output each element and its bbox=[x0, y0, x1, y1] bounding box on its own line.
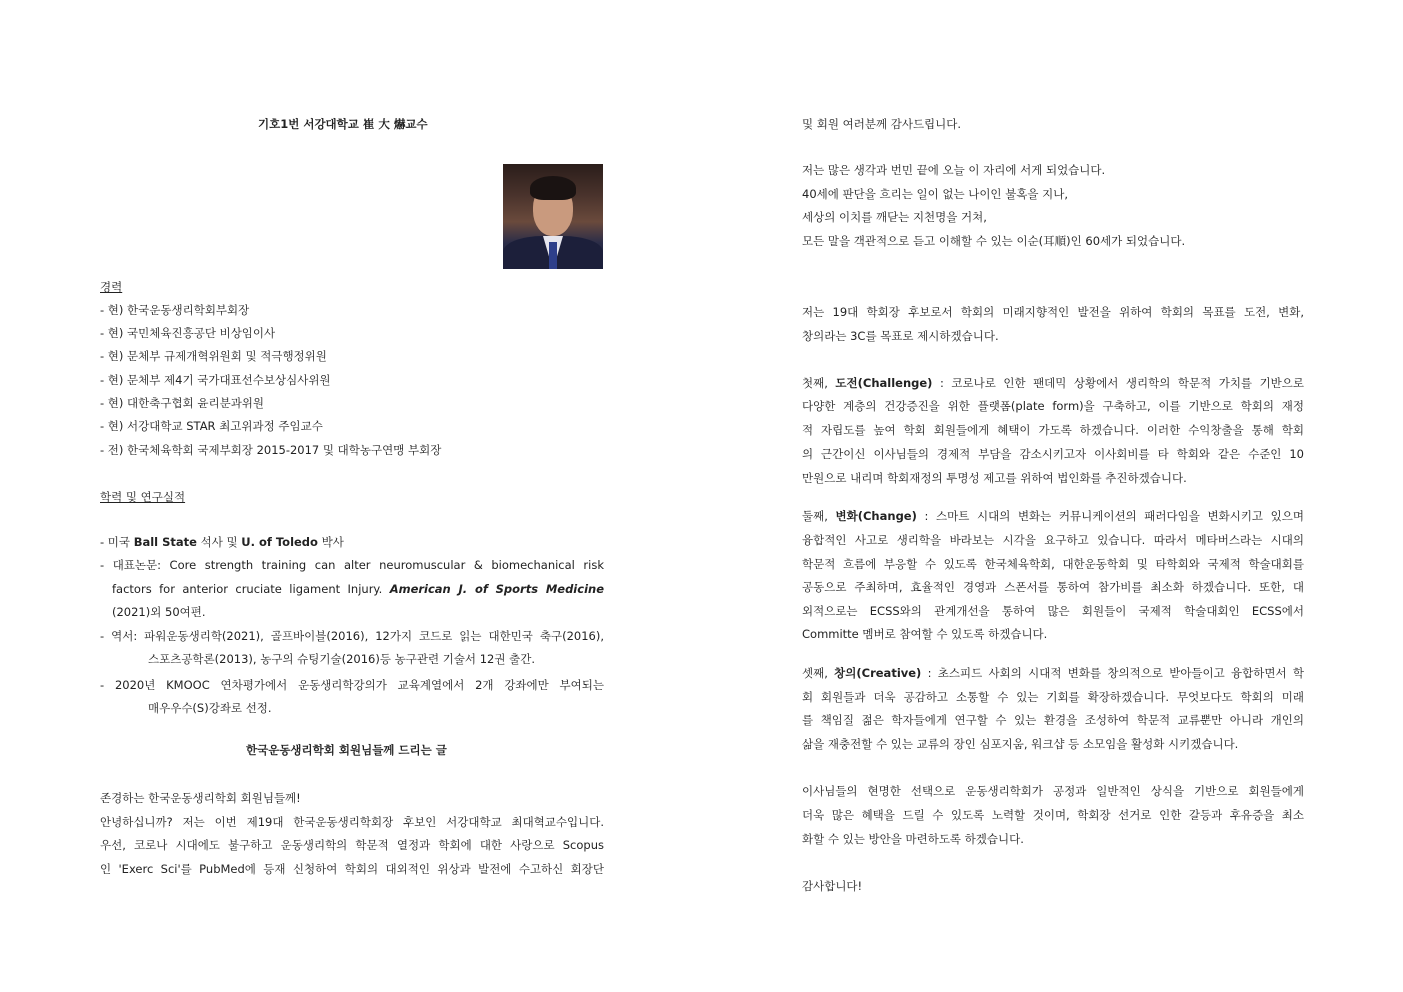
challenge-line: 적 자립도를 높여 학회 회원들에게 혜택이 가도록 하겠습니다. 이러한 수익창출을 통해 학회 bbox=[802, 423, 1304, 437]
creative-line: 를 책임질 젊은 학자들에게 연구할 수 있는 환경을 조성하여 학문적 교류뿐만 아니라 개인의 bbox=[802, 713, 1304, 727]
thanks-line: 감사합니다! bbox=[802, 879, 863, 893]
degree-mid: 석사 및 bbox=[196, 535, 242, 549]
career-item: - 현) 한국운동생리학회부회장 bbox=[100, 303, 250, 317]
paper-line-3: (2021)외 50여편. bbox=[112, 605, 206, 619]
change-text: : 스마트 시대의 변화는 커뮤니케이션의 패러다임을 변화시키고 있으며 bbox=[916, 509, 1304, 523]
letter-line: 인 'Exerc Sci'를 PubMed에 등재 신청하여 학회의 대외적인 위상과 발전에 수고하신 회장단 bbox=[100, 862, 604, 876]
change-prefix: 둘째, bbox=[802, 509, 836, 523]
challenge-text: : 코로나로 인한 팬데믹 상황에서 생리학의 학문적 가치를 기반으로 bbox=[932, 376, 1304, 390]
translation-line-1: - 역서: 파워운동생리학(2021), 골프바이블(2016), 12가지 코드로 읽는 대한민국 축구(2016), bbox=[100, 629, 604, 643]
career-item: - 현) 국민체육진흥공단 비상임이사 bbox=[100, 326, 276, 340]
creative-line bbox=[802, 665, 1304, 681]
letter-line: 우선, 코로나 시대에도 불구하고 운동생리학의 학문적 열정과 학회에 대한 사랑으로 Scopus bbox=[100, 838, 604, 852]
letter-line: 존경하는 한국운동생리학회 회원님들께! bbox=[100, 791, 301, 805]
challenge-line: 다양한 계층의 건강증진을 위한 플랫폼(plate form)을 구축하고, 이를 기반으로 학회의 재정 bbox=[802, 399, 1304, 413]
career-item: - 현) 문체부 규제개혁위원회 및 적극행정위원 bbox=[100, 349, 327, 363]
challenge-label: 도전(Challenge) bbox=[835, 376, 933, 390]
creative-text: : 초스피드 사회의 시대적 변화를 창의적으로 받아들이고 융합하면서 학 bbox=[921, 666, 1304, 680]
challenge-prefix: 첫째, bbox=[802, 376, 836, 390]
degree-school-1: Ball State bbox=[133, 535, 197, 549]
change-line: 공동으로 주최하며, 효율적인 경영과 스폰서를 통하여 참가비를 최소화 하겠습니다. 또한, 대 bbox=[802, 580, 1304, 594]
kmooc-line-2: 매우우수(S)강좌로 선정. bbox=[148, 701, 272, 715]
challenge-line bbox=[802, 375, 1304, 391]
paper-journal: American J. of Sports Medicine bbox=[389, 582, 604, 596]
paper-line-1: - 대표논문: Core strength training can alter neuromuscular & biomechanical risk bbox=[100, 558, 604, 572]
candidate-photo bbox=[503, 164, 603, 269]
degree-school-2: U. of Toledo bbox=[241, 535, 318, 549]
reflection-line: 세상의 이치를 깨닫는 지천명을 거쳐, bbox=[802, 210, 987, 224]
degree-line bbox=[100, 534, 344, 550]
translation-line-2: 스포츠공학론(2013), 농구의 슈팅기술(2016)등 농구관련 기술서 12권 출간. bbox=[148, 652, 535, 666]
change-label: 변화(Change) bbox=[835, 509, 917, 523]
degree-pre: - 미국 bbox=[100, 535, 134, 549]
change-line: Committe 멤버로 참여할 수 있도록 하겠습니다. bbox=[802, 627, 1048, 641]
challenge-line: 의 근간이신 이사님들의 경제적 부담을 감소시키고자 이사회비를 타 학회와 같은 수준인 10 bbox=[802, 447, 1304, 461]
letter-line: 안녕하십니까? 저는 이번 제19대 한국운동생리학회장 후보인 서강대학교 최대혁교수입니다. bbox=[100, 815, 604, 829]
creative-line: 회 회원들과 더욱 공감하고 소통할 수 있는 기회를 확장하겠습니다. 무엇보다도 학회의 미래 bbox=[802, 690, 1304, 704]
change-line: 학문적 흐름에 부응할 수 있도록 한국체육학회, 대한운동학회 및 타학회와 국제적 학술대회를 bbox=[802, 557, 1304, 571]
photo-hair bbox=[530, 176, 576, 200]
paper-text: factors for anterior cruciate ligament Injury. bbox=[112, 582, 390, 596]
challenge-line: 만원으로 내리며 학회재정의 투명성 제고를 위하여 법인화를 추진하겠습니다. bbox=[802, 471, 1187, 485]
change-line: 외적으로는 ECSS와의 관계개선을 통하여 많은 회원들이 국제적 학술대회인 ECSS에서 bbox=[802, 604, 1304, 618]
change-line: 융합적인 사고로 생리학을 바라보는 시각을 요구하고 있습니다. 따라서 메타버스라는 시대의 bbox=[802, 533, 1304, 547]
paper-line-2 bbox=[112, 581, 604, 597]
reflection-line: 모든 말을 객관적으로 듣고 이해할 수 있는 이순(耳順)인 60세가 되었습니다. bbox=[802, 234, 1186, 248]
creative-line: 삶을 재충전할 수 있는 교류의 장인 심포지움, 워크샵 등 소모임을 활성화 시키겠습니다. bbox=[802, 737, 1239, 751]
candidate-heading: 기호1번 서강대학교 崔 大 爀교수 bbox=[258, 117, 428, 131]
creative-label: 창의(Creative) bbox=[834, 666, 922, 680]
closing-line: 더욱 많은 혜택을 드릴 수 있도록 노력할 것이며, 학회장 선거로 인한 갈등과 후유증을 최소 bbox=[802, 808, 1304, 822]
right-intro: 및 회원 여러분께 감사드립니다. bbox=[802, 117, 962, 131]
career-item: - 현) 문체부 제4기 국가대표선수보상심사위원 bbox=[100, 373, 331, 387]
closing-line: 이사님들의 현명한 선택으로 운동생리학회가 공정과 일반적인 상식을 기반으로 회원들에게 bbox=[802, 784, 1304, 798]
kmooc-line-1: - 2020년 KMOOC 연차평가에서 운동생리학강의가 교육계열에서 2개 강좌에만 부여되는 bbox=[100, 678, 604, 692]
reflection-line: 저는 많은 생각과 번민 끝에 오늘 이 자리에 서게 되었습니다. bbox=[802, 163, 1106, 177]
goal-line: 저는 19대 학회장 후보로서 학회의 미래지향적인 발전을 위하여 학회의 목표를 도전, 변화, bbox=[802, 305, 1304, 319]
degree-post: 박사 bbox=[317, 535, 344, 549]
letter-title: 한국운동생리학회 회원님들께 드리는 글 bbox=[246, 743, 447, 757]
career-item: - 전) 한국체육학회 국제부회장 2015-2017 및 대학농구연맹 부회장 bbox=[100, 443, 442, 457]
education-title: 학력 및 연구실적 bbox=[100, 490, 186, 504]
goal-line: 창의라는 3C를 목표로 제시하겠습니다. bbox=[802, 329, 999, 343]
photo-tie bbox=[549, 242, 557, 269]
career-item: - 현) 대한축구협회 윤리분과위원 bbox=[100, 396, 265, 410]
creative-prefix: 셋째, bbox=[802, 666, 835, 680]
closing-line: 화할 수 있는 방안을 마련하도록 하겠습니다. bbox=[802, 832, 1024, 846]
career-title: 경력 bbox=[100, 280, 123, 294]
reflection-line: 40세에 판단을 흐리는 일이 없는 나이인 불혹을 지나, bbox=[802, 187, 1069, 201]
change-line bbox=[802, 508, 1304, 524]
career-item: - 현) 서강대학교 STAR 최고위과정 주임교수 bbox=[100, 419, 323, 433]
